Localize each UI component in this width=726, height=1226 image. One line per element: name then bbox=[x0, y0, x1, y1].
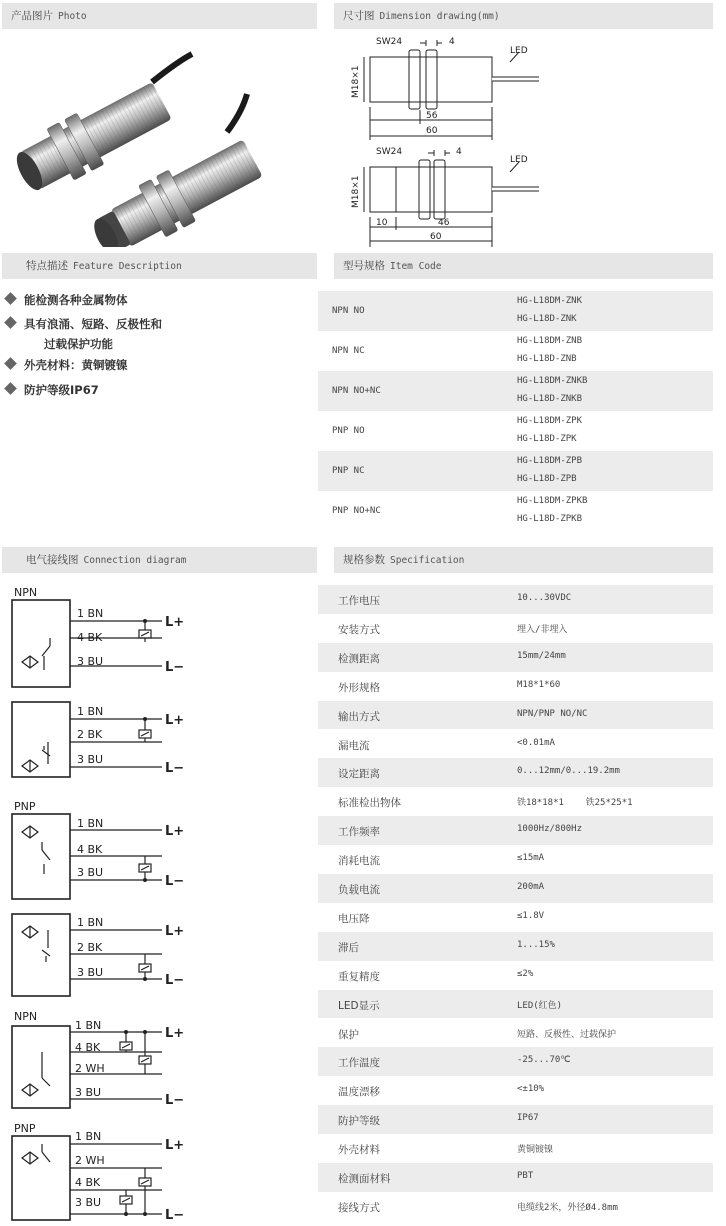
l-minus: L− bbox=[165, 973, 185, 988]
pnp-label-2: PNP bbox=[14, 1122, 36, 1135]
spec-row bbox=[318, 1105, 713, 1134]
spec-value: 15mm/24mm bbox=[517, 650, 566, 661]
l-minus: L− bbox=[165, 1208, 185, 1223]
spec-label: 设定距离 bbox=[338, 768, 380, 781]
item-type: PNP NO+NC bbox=[332, 506, 381, 516]
spec-label: LED显示 bbox=[338, 999, 380, 1012]
spec-row bbox=[318, 730, 713, 759]
photo-header bbox=[2, 3, 317, 29]
spec-row bbox=[318, 816, 713, 845]
spec-label: 工作温度 bbox=[338, 1057, 380, 1070]
wire-bu: 3 BU bbox=[77, 866, 104, 879]
spec-header bbox=[334, 547, 713, 573]
item-code-1: HG-L18DM-ZPKB bbox=[517, 496, 588, 506]
spec-row bbox=[318, 932, 713, 961]
item-row bbox=[318, 371, 713, 411]
wire-bk: 4 BK bbox=[75, 1176, 101, 1189]
spec-row bbox=[318, 845, 713, 874]
wire-bk: 2 BK bbox=[77, 728, 103, 741]
wire-bu: 3 BU bbox=[75, 1196, 102, 1209]
photo-header-cn: 产品图片 bbox=[11, 10, 53, 22]
feature-item bbox=[6, 316, 162, 352]
spec-label: 重复精度 bbox=[338, 970, 380, 983]
item-code-2: HG-L18D-ZPB bbox=[517, 474, 577, 484]
photo-header-en: Photo bbox=[58, 11, 87, 22]
feature-header bbox=[2, 253, 317, 279]
item-code-1: HG-L18DM-ZPB bbox=[517, 456, 583, 466]
spec-row bbox=[318, 961, 713, 990]
bottom-dim-10: 10 bbox=[376, 218, 388, 228]
spec-value: ≤2% bbox=[517, 968, 534, 979]
connection-diagram bbox=[2, 578, 317, 1223]
spec-value: 0...12mm/0...19.2mm bbox=[517, 766, 620, 777]
spec-value: ≤15mA bbox=[517, 853, 545, 864]
spec-value: 电缆线2米，外径Ø4.8mm bbox=[517, 1202, 618, 1213]
top-thread-label: M18×1 bbox=[351, 65, 361, 98]
top-thread-width: 4 bbox=[449, 37, 455, 47]
diamond-icon bbox=[4, 292, 17, 305]
spec-row bbox=[318, 1076, 713, 1105]
feature-text-cont: 过载保护功能 bbox=[44, 337, 113, 351]
spec-label: 检测面材料 bbox=[338, 1173, 391, 1185]
spec-value: M18*1*60 bbox=[517, 679, 561, 690]
item-row bbox=[318, 491, 713, 531]
l-plus: L+ bbox=[165, 824, 185, 839]
item-code-1: HG-L18DM-ZNKB bbox=[517, 376, 588, 386]
dimension-header bbox=[334, 3, 713, 29]
spec-value: IP67 bbox=[517, 1113, 539, 1124]
spec-row bbox=[318, 672, 713, 701]
feature-text: 能检测各种金属物体 bbox=[24, 293, 128, 307]
spec-value: PBT bbox=[517, 1171, 534, 1181]
bottom-thread-width: 4 bbox=[456, 147, 462, 157]
spec-label: 输出方式 bbox=[338, 710, 380, 723]
spec-label: 安装方式 bbox=[338, 623, 380, 636]
diamond-icon bbox=[4, 357, 17, 370]
npn-label-2: NPN bbox=[14, 1010, 38, 1023]
item-code-2: HG-L18D-ZPK bbox=[517, 434, 577, 444]
spec-label: 漏电流 bbox=[338, 739, 370, 752]
spec-row bbox=[318, 990, 713, 1019]
item-row bbox=[318, 451, 713, 491]
spec-row bbox=[318, 874, 713, 903]
item-header-cn: 型号规格 bbox=[343, 260, 385, 272]
spec-row bbox=[318, 758, 713, 787]
dimension-header-en: Dimension drawing(mm) bbox=[379, 11, 500, 22]
spec-label: 检测距离 bbox=[338, 652, 380, 665]
wire-bn: 1 BN bbox=[75, 1019, 102, 1032]
top-led-label: LED bbox=[510, 46, 528, 56]
l-minus: L− bbox=[165, 660, 185, 675]
spec-label: 防护等级 bbox=[338, 1115, 380, 1128]
wire-bn: 1 BN bbox=[77, 817, 104, 830]
spec-value: 10...30VDC bbox=[517, 593, 572, 603]
wire-bu: 3 BU bbox=[75, 1086, 102, 1099]
spec-label: 滞后 bbox=[338, 941, 359, 954]
l-minus: L− bbox=[165, 761, 185, 776]
spec-value: ≤1.8V bbox=[517, 910, 545, 921]
spec-value: <±10% bbox=[517, 1084, 545, 1095]
connection-header bbox=[2, 547, 317, 573]
product-photo bbox=[2, 32, 317, 247]
wire-bn: 1 BN bbox=[77, 607, 104, 620]
item-header bbox=[334, 253, 713, 279]
spec-value: -25...70℃ bbox=[517, 1055, 571, 1066]
wire-bn: 1 BN bbox=[75, 1130, 102, 1143]
spec-label: 负载电流 bbox=[338, 884, 380, 896]
spec-label: 消耗电流 bbox=[338, 855, 380, 868]
bottom-led-label: LED bbox=[510, 155, 528, 165]
spec-label: 外形规格 bbox=[338, 681, 380, 694]
bottom-thread-label: M18×1 bbox=[351, 175, 361, 208]
spec-row bbox=[318, 614, 713, 643]
dimension-header-cn: 尺寸图 bbox=[343, 10, 375, 22]
spec-row bbox=[318, 1047, 713, 1076]
wire-bk: 4 BK bbox=[77, 631, 103, 644]
feature-item bbox=[6, 357, 128, 373]
item-code-2: HG-L18D-ZNKB bbox=[517, 394, 583, 404]
wire-bu: 3 BU bbox=[77, 966, 104, 979]
item-type: NPN NO+NC bbox=[332, 386, 381, 396]
item-row bbox=[318, 411, 713, 451]
spec-label: 保护 bbox=[338, 1028, 359, 1041]
item-code-1: HG-L18DM-ZNB bbox=[517, 336, 583, 346]
wire-bn: 1 BN bbox=[77, 705, 104, 718]
item-type: NPN NC bbox=[332, 346, 365, 356]
spec-label: 温度漂移 bbox=[338, 1086, 380, 1099]
spec-value: 200mA bbox=[517, 882, 545, 892]
l-plus: L+ bbox=[165, 615, 185, 630]
spec-value: 黄铜镀镍 bbox=[517, 1145, 554, 1156]
item-header-en: Item Code bbox=[390, 261, 442, 272]
item-row bbox=[318, 331, 713, 371]
spec-value: 短路、反极性、过载保护 bbox=[517, 1029, 617, 1040]
spec-header-cn: 规格参数 bbox=[343, 554, 385, 566]
spec-row bbox=[318, 585, 713, 614]
spec-value: 1000Hz/800Hz bbox=[517, 824, 583, 835]
diamond-icon bbox=[4, 382, 17, 395]
item-type: NPN NO bbox=[332, 306, 365, 316]
item-code-1: HG-L18DM-ZNK bbox=[517, 296, 583, 306]
feature-text: 外壳材料：黄铜镀镍 bbox=[24, 358, 128, 372]
item-type: PNP NC bbox=[332, 466, 365, 476]
item-row bbox=[318, 291, 713, 331]
spec-row bbox=[318, 1019, 713, 1048]
item-code-2: HG-L18D-ZNB bbox=[517, 354, 577, 364]
l-minus: L− bbox=[165, 874, 185, 889]
spec-value: LED(红色) bbox=[517, 1000, 563, 1011]
l-plus: L+ bbox=[165, 1026, 185, 1041]
feature-text: 具有浪涌、短路、反极性和 bbox=[24, 317, 162, 331]
feature-item bbox=[6, 292, 128, 308]
feature-item bbox=[6, 382, 99, 398]
l-minus: L− bbox=[165, 1093, 185, 1108]
wire-bk: 4 BK bbox=[75, 1041, 101, 1054]
spec-row bbox=[318, 1134, 713, 1163]
spec-value: 1...15% bbox=[517, 939, 555, 950]
top-dim-56: 56 bbox=[426, 111, 438, 121]
diamond-icon bbox=[4, 316, 17, 329]
wire-wh: 2 WH bbox=[75, 1154, 105, 1167]
wire-bu: 3 BU bbox=[77, 655, 104, 668]
spec-value: <0.01mA bbox=[517, 737, 555, 748]
spec-row bbox=[318, 787, 713, 816]
feature-header-en: Feature Description bbox=[73, 261, 182, 272]
npn-label-1: NPN bbox=[14, 586, 38, 599]
item-type: PNP NO bbox=[332, 426, 365, 436]
spec-row bbox=[318, 1163, 713, 1192]
l-plus: L+ bbox=[165, 713, 185, 728]
item-code-2: HG-L18D-ZPKB bbox=[517, 514, 583, 524]
connection-header-cn: 电气接线图 bbox=[26, 554, 79, 566]
spec-header-en: Specification bbox=[390, 555, 465, 566]
wire-bk: 2 BK bbox=[77, 941, 103, 954]
wire-bu: 3 BU bbox=[77, 753, 104, 766]
bottom-dim-46: 46 bbox=[438, 218, 450, 228]
wire-bn: 1 BN bbox=[77, 916, 104, 929]
spec-row bbox=[318, 1192, 713, 1221]
feature-header-cn: 特点描述 bbox=[26, 260, 68, 272]
bottom-dim-60: 60 bbox=[430, 232, 442, 242]
dimension-drawing bbox=[334, 32, 713, 247]
feature-text: 防护等级IP67 bbox=[24, 383, 99, 397]
spec-label: 标准检出物体 bbox=[338, 797, 401, 810]
spec-row bbox=[318, 643, 713, 672]
connection-header-en: Connection diagram bbox=[83, 555, 187, 566]
wire-bk: 4 BK bbox=[77, 843, 103, 856]
spec-row bbox=[318, 903, 713, 932]
spec-label: 接线方式 bbox=[338, 1201, 380, 1214]
spec-label: 工作电压 bbox=[338, 595, 380, 607]
wire-wh: 2 WH bbox=[75, 1062, 105, 1075]
spec-label: 工作频率 bbox=[338, 826, 380, 839]
top-dim-60: 60 bbox=[426, 126, 438, 136]
top-sw-label: SW24 bbox=[376, 37, 403, 47]
spec-value: NPN/PNP NO/NC bbox=[517, 708, 588, 719]
l-plus: L+ bbox=[165, 924, 185, 939]
spec-label: 外壳材料 bbox=[338, 1144, 380, 1157]
pnp-label-1: PNP bbox=[14, 800, 36, 813]
bottom-sw-label: SW24 bbox=[376, 147, 403, 157]
spec-value: 铁18*18*1 铁25*25*1 bbox=[517, 798, 633, 809]
spec-row bbox=[318, 701, 713, 730]
spec-label: 电压降 bbox=[338, 912, 370, 925]
item-code-2: HG-L18D-ZNK bbox=[517, 314, 577, 324]
spec-value: 埋入/非埋入 bbox=[517, 624, 568, 635]
item-code-1: HG-L18DM-ZPK bbox=[517, 416, 583, 426]
l-plus: L+ bbox=[165, 1138, 185, 1153]
